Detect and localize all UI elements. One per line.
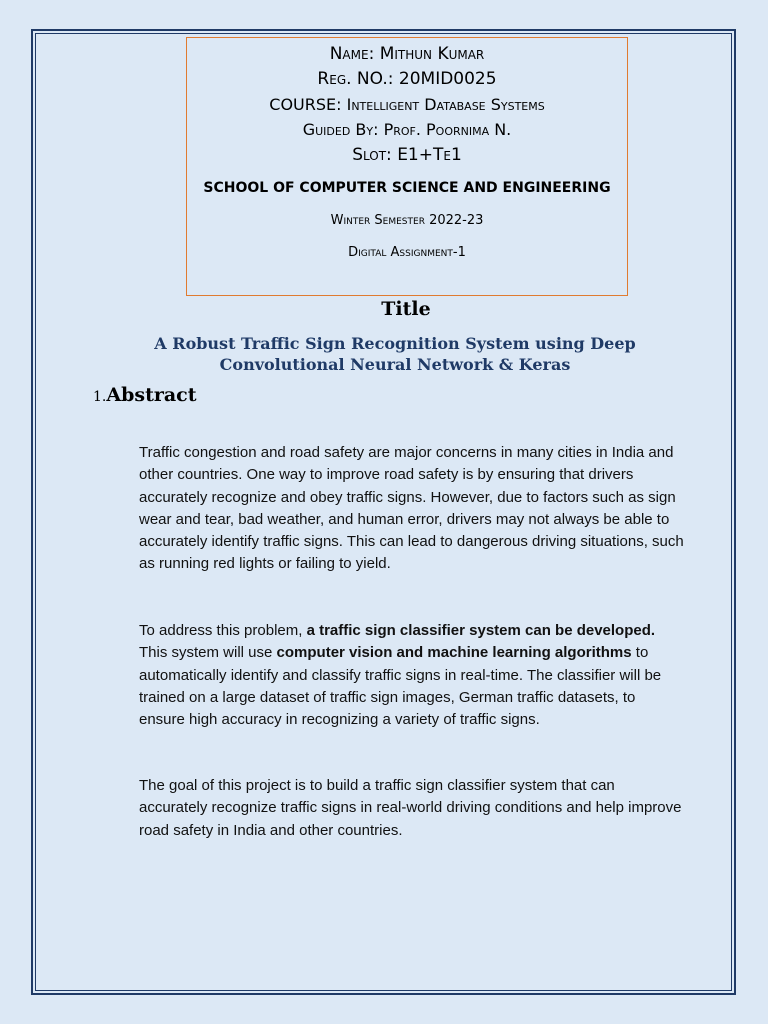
p2-bold-b: a traffic sign classifier system can be developed. — [306, 622, 656, 639]
p2-text-c: This system will use — [139, 644, 277, 662]
student-info-box — [186, 37, 628, 296]
reg-no-line: Reg. NO.: 20MID0025 — [317, 69, 497, 89]
guided-by-line: Guided By: Prof. Poornima N. — [302, 120, 512, 139]
course-line: COURSE: Intelligent Database Systems — [269, 95, 545, 114]
semester-line: Winter Semester 2022-23 — [330, 213, 484, 228]
section-number: 1. — [93, 389, 107, 405]
section-title: Abstract — [106, 384, 197, 406]
abstract-heading — [93, 384, 197, 406]
course-value: Intelligent Database Systems — [346, 95, 545, 114]
slot-line: Slot: E1+Te1 — [352, 145, 462, 165]
project-title: A Robust Traffic Sign Recognition System using Deep Convolutional Neural Network & Keras — [154, 334, 636, 374]
guided-value: Prof. Poornima N. — [383, 120, 512, 139]
slot-label: Slot — [352, 145, 387, 165]
reg-value: 20MID0025 — [398, 69, 497, 89]
name-label: Name — [329, 44, 369, 64]
p2-text-a: To address this problem, — [139, 622, 307, 639]
p2-text-e: to automatically identify and classify traffic signs in real-time. The classifier will be trained on a large dataset of traffic sign images, German traffic datasets, to ensure high accuracy in recognizing a variety of traffic signs. — [139, 644, 662, 729]
p2-bold-d: computer vision and machine learning algorithms — [276, 644, 632, 662]
assignment-line: Digital Assignment-1 — [348, 245, 466, 260]
name-value: Mithun Kumar — [379, 44, 485, 64]
abstract-paragraph-3: The goal of this project is to build a traffic sign classifier system that can accurately recognize traffic signs in real-world driving conditions and help improve road safety in India and other countries. — [139, 777, 682, 839]
guided-label: Guided By — [302, 120, 374, 139]
course-label: COURSE — [269, 95, 337, 114]
slot-value: E1+Te1 — [397, 145, 462, 165]
abstract-paragraph-1: Traffic congestion and road safety are major concerns in many cities in India and other countries. One way to improve road safety is by ensuring that drivers accurately recognize and obey traffic signs. However, due to factors such as sign wear and tear, bad weather, and human error, drivers may not always be able to accurately identify traffic signs. This can lead to dangerous driving situations, such as running red lights or failing to yield. — [139, 444, 684, 573]
student-name-line: Name: Mithun Kumar — [329, 44, 485, 64]
title-label: Title — [381, 298, 431, 320]
abstract-paragraph-2 — [139, 620, 684, 731]
school-line: SCHOOL OF COMPUTER SCIENCE AND ENGINEERING — [203, 180, 611, 196]
reg-label: Reg. NO. — [317, 69, 388, 89]
